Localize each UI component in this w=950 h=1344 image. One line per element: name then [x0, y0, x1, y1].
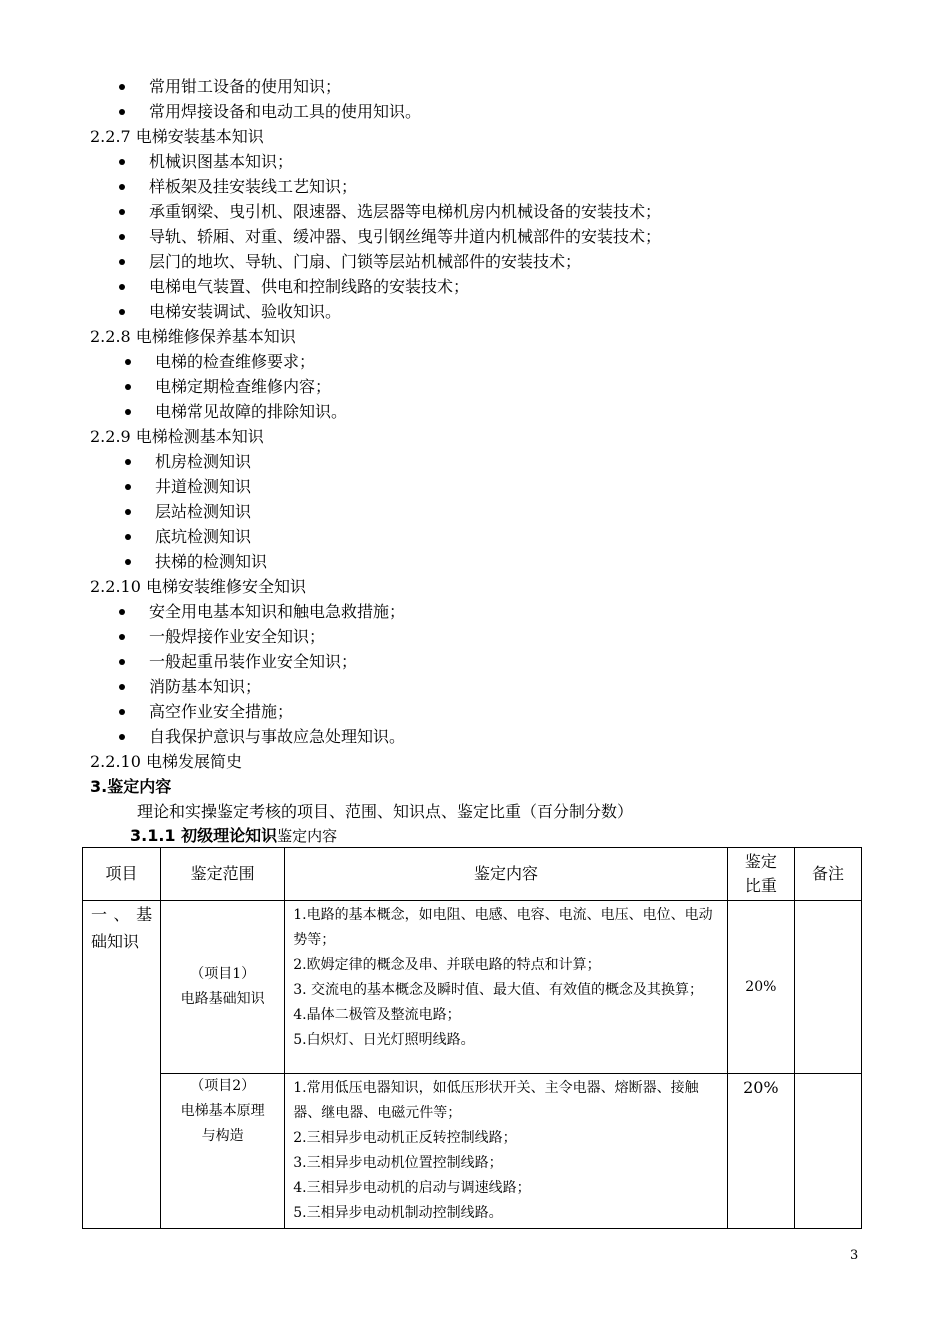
content-cell	[285, 1074, 728, 1229]
bullet-icon	[125, 534, 131, 540]
list-item: 层门的地坎、导轨、门扇、门锁等层站机械部件的安装技术；	[149, 252, 582, 271]
list-item: 底坑检测知识	[155, 527, 252, 546]
table-row	[83, 901, 862, 1074]
list-item: 承重钢梁、曳引机、限速器、选层器等电梯机房内机械设备的安装技术；	[149, 202, 662, 221]
header-weight-line2: 比重	[744, 876, 777, 895]
bullet-icon	[119, 659, 125, 665]
weight-cell: 20%	[727, 1074, 794, 1229]
list-item: 自我保护意识与事故应急处理知识。	[149, 727, 406, 746]
list-item: 机械识图基本知识；	[149, 152, 294, 171]
list-item: 样板架及挂安装线工艺知识；	[149, 177, 358, 196]
range-cell	[161, 1074, 285, 1229]
content-item: 4.三相异步电动机的启动与调速线路；	[293, 1180, 531, 1196]
table-header-row	[83, 848, 862, 901]
subsection-title	[130, 824, 337, 849]
project-cell	[83, 901, 161, 1229]
list-item: 消防基本知识；	[149, 677, 262, 696]
list-item: 一般焊接作业安全知识；	[149, 627, 326, 646]
range-cell	[161, 901, 285, 1074]
range-line: （项目1）	[190, 966, 256, 982]
list-item: 常用钳工设备的使用知识；	[149, 77, 342, 96]
bullet-icon	[125, 359, 131, 365]
content-item: 3. 交流电的基本概念及瞬时值、最大值、有效值的概念及其换算；	[293, 982, 704, 998]
bullet-icon	[119, 234, 125, 240]
bullet-icon	[119, 284, 125, 290]
bullet-icon	[125, 509, 131, 515]
bullet-icon	[119, 84, 125, 90]
range-line: 电梯基本原理	[180, 1103, 265, 1119]
bullet-icon	[125, 484, 131, 490]
bullet-icon	[119, 684, 125, 690]
header-content: 鉴定内容	[285, 848, 728, 901]
bullet-icon	[125, 409, 131, 415]
content-item: 1.电路的基本概念，如电阻、电感、电容、电流、电压、电位、电动势等；	[293, 907, 713, 948]
content-item: 3.三相异步电动机位置控制线路；	[293, 1155, 503, 1171]
bullet-icon	[119, 634, 125, 640]
list-item: 导轨、轿厢、对重、缓冲器、曳引钢丝绳等井道内机械部件的安装技术；	[149, 227, 662, 246]
weight-cell: 20%	[727, 901, 794, 1074]
list-item: 一般起重吊装作业安全知识；	[149, 652, 358, 671]
content-item: 1.常用低压电器知识，如低压形状开关、主令电器、熔断器、接触器、继电器、电磁元件等；	[293, 1080, 699, 1121]
range-line: （项目2）	[190, 1078, 256, 1094]
content-item: 2.欧姆定律的概念及串、并联电路的特点和计算；	[293, 957, 601, 973]
list-item: 电梯定期检查维修内容；	[155, 377, 332, 396]
note-cell	[794, 901, 861, 1074]
section-heading-2-2-7: 2.2.7 电梯安装基本知识	[90, 127, 264, 146]
page-number: 3	[850, 1248, 859, 1263]
section-heading-2-2-9: 2.2.9 电梯检测基本知识	[90, 427, 264, 446]
list-item: 电梯的检查维修要求；	[155, 352, 316, 371]
content-cell	[285, 901, 728, 1074]
note-cell	[794, 1074, 861, 1229]
header-project: 项目	[83, 848, 161, 901]
header-weight	[727, 848, 794, 901]
list-item: 电梯常见故障的排除知识。	[155, 402, 348, 421]
assessment-table	[82, 847, 862, 1229]
list-item: 扶梯的检测知识	[155, 552, 268, 571]
section-heading-2-2-10-history: 2.2.10 电梯发展简史	[90, 752, 242, 771]
subsection-title-plain: 鉴定内容	[277, 827, 338, 845]
intro-paragraph: 理论和实操鉴定考核的项目、范围、知识点、鉴定比重（百分制分数）	[137, 802, 634, 821]
range-line: 与构造	[201, 1128, 244, 1144]
list-item: 电梯安装调试、验收知识。	[149, 302, 342, 321]
bullet-icon	[119, 709, 125, 715]
content-item: 5.三相异步电动机制动控制线路。	[293, 1205, 503, 1221]
list-item: 高空作业安全措施；	[149, 702, 294, 721]
bullet-icon	[119, 734, 125, 740]
bullet-icon	[119, 209, 125, 215]
list-item: 安全用电基本知识和触电急救措施；	[149, 602, 406, 621]
content-item: 5.白炽灯、日光灯照明线路。	[293, 1032, 475, 1048]
bullet-icon	[119, 184, 125, 190]
project-text-line2: 础知识	[91, 932, 140, 951]
header-note: 备注	[794, 848, 861, 901]
list-item: 机房检测知识	[155, 452, 252, 471]
content-item: 2.三相异步电动机正反转控制线路；	[293, 1130, 517, 1146]
bullet-icon	[119, 109, 125, 115]
bullet-icon	[119, 259, 125, 265]
list-item: 层站检测知识	[155, 502, 252, 521]
section-heading-3: 3.鉴定内容	[90, 777, 172, 796]
bullet-icon	[119, 159, 125, 165]
bullet-icon	[125, 459, 131, 465]
bullet-icon	[119, 309, 125, 315]
list-item: 电梯电气装置、供电和控制线路的安装技术；	[149, 277, 470, 296]
bullet-icon	[125, 559, 131, 565]
section-heading-2-2-8: 2.2.8 电梯维修保养基本知识	[90, 327, 296, 346]
list-item: 井道检测知识	[155, 477, 252, 496]
list-item: 常用焊接设备和电动工具的使用知识。	[149, 102, 422, 121]
content-item: 4.晶体二极管及整流电路；	[293, 1007, 461, 1023]
table-row	[83, 1074, 862, 1229]
bullet-icon	[119, 609, 125, 615]
section-heading-2-2-10-safety: 2.2.10 电梯安装维修安全知识	[90, 577, 306, 596]
project-text-line1: 一、基	[91, 905, 153, 924]
subsection-title-bold: 3.1.1 初级理论知识	[130, 826, 278, 845]
header-range: 鉴定范围	[161, 848, 285, 901]
header-weight-line1: 鉴定	[744, 852, 777, 871]
bullet-icon	[125, 384, 131, 390]
range-line: 电路基础知识	[180, 991, 265, 1007]
